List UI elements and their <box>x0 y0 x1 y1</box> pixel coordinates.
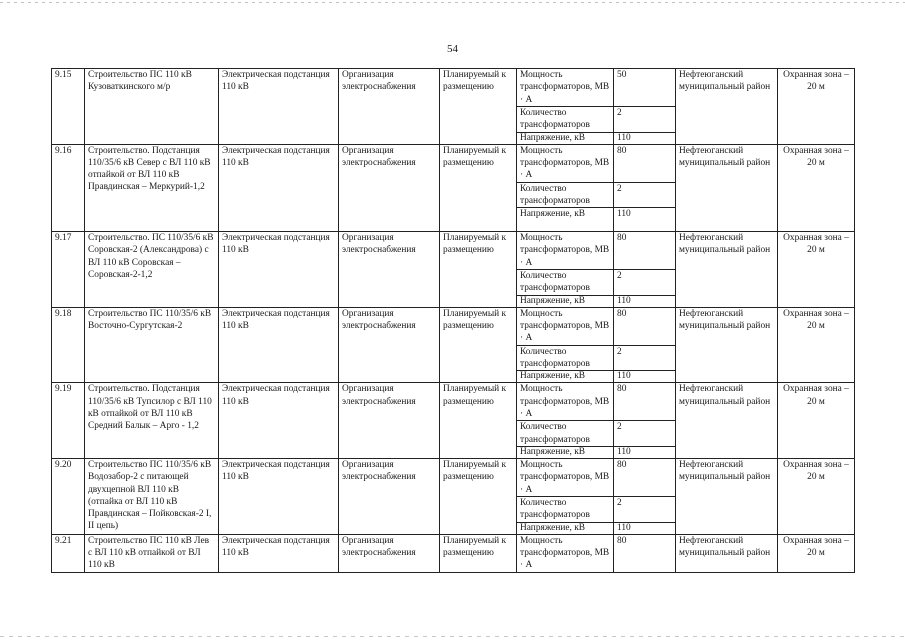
object-type: Электрическая подстанция 110 кВ <box>219 307 339 383</box>
object-purpose: Организация электроснабжения <box>339 534 440 572</box>
count-label: Количество трансформаторов <box>517 182 614 208</box>
power-label: Мощность трансформаторов, МВ · А <box>517 307 614 345</box>
object-name: Строительство. Подстанция 110/35/6 кВ Тупсилор с ВЛ 110 кВ отпайкой от ВЛ 110 кВ Средний Балык – Арго - 1,2 <box>85 383 219 459</box>
count-label: Количество трансформаторов <box>517 107 614 133</box>
power-label: Мощность трансформаторов, МВ · А <box>517 383 614 421</box>
object-purpose: Организация электроснабжения <box>339 383 440 459</box>
object-purpose: Организация электроснабжения <box>339 69 440 145</box>
object-type: Электрическая подстанция 110 кВ <box>219 69 339 145</box>
object-location: Нефтеюганский муниципальный район <box>676 383 778 459</box>
object-location: Нефтеюганский муниципальный район <box>676 144 778 232</box>
voltage-label: Напряжение, кВ <box>517 208 614 232</box>
power-value: 80 <box>614 307 676 345</box>
object-type: Электрическая подстанция 110 кВ <box>219 232 339 308</box>
object-status: Планируемый к размещению <box>440 69 517 145</box>
count-value: 2 <box>614 421 676 447</box>
voltage-value: 110 <box>614 208 676 232</box>
registry-table <box>51 68 855 573</box>
count-label: Количество трансформаторов <box>517 496 614 522</box>
object-type: Электрическая подстанция 110 кВ <box>219 144 339 232</box>
object-location: Нефтеюганский муниципальный район <box>676 232 778 308</box>
table-row <box>52 458 855 496</box>
count-value: 2 <box>614 345 676 371</box>
count-value: 2 <box>614 107 676 133</box>
count-label: Количество трансформаторов <box>517 345 614 371</box>
row-number: 9.15 <box>52 69 85 145</box>
power-value: 80 <box>614 458 676 496</box>
object-location: Нефтеюганский муниципальный район <box>676 458 778 534</box>
row-number: 9.19 <box>52 383 85 459</box>
object-name: Строительство ПС 110/35/6 кВ Водозабор-2 с питающей двухцепной ВЛ 110 кВ (отпайка от ВЛ 110 кВ Правдинская – Пойковская-2 I, II цепь) <box>85 458 219 534</box>
protection-zone: Охранная зона – 20 м <box>778 144 855 232</box>
voltage-label: Напряжение, кВ <box>517 446 614 458</box>
voltage-label: Напряжение, кВ <box>517 371 614 383</box>
scan-edge-bottom <box>0 636 905 637</box>
power-label: Мощность трансформаторов, МВ · А <box>517 534 614 572</box>
object-type: Электрическая подстанция 110 кВ <box>219 383 339 459</box>
row-number: 9.18 <box>52 307 85 383</box>
count-value: 2 <box>614 270 676 296</box>
page-number: 54 <box>447 43 458 55</box>
object-purpose: Организация электроснабжения <box>339 232 440 308</box>
protection-zone: Охранная зона – 20 м <box>778 69 855 145</box>
object-status: Планируемый к размещению <box>440 232 517 308</box>
row-number: 9.20 <box>52 458 85 534</box>
voltage-label: Напряжение, кВ <box>517 522 614 534</box>
protection-zone: Охранная зона – 20 м <box>778 458 855 534</box>
object-status: Планируемый к размещению <box>440 534 517 572</box>
table-row <box>52 383 855 421</box>
object-name: Строительство. ПС 110/35/6 кВ Соровская-2 (Александрова) с ВЛ 110 кВ Соровская – Соровская-2-1,2 <box>85 232 219 308</box>
power-label: Мощность трансформаторов, МВ · А <box>517 69 614 107</box>
protection-zone: Охранная зона – 20 м <box>778 383 855 459</box>
object-purpose: Организация электроснабжения <box>339 307 440 383</box>
power-label: Мощность трансформаторов, МВ · А <box>517 458 614 496</box>
count-label: Количество трансформаторов <box>517 270 614 296</box>
voltage-value: 110 <box>614 371 676 383</box>
power-value: 50 <box>614 69 676 107</box>
count-value: 2 <box>614 496 676 522</box>
voltage-value: 110 <box>614 132 676 144</box>
registry-body <box>52 69 855 573</box>
power-value: 80 <box>614 232 676 270</box>
object-name: Строительство ПС 110/35/6 кВ Восточно-Сургутская-2 <box>85 307 219 383</box>
power-label: Мощность трансформаторов, МВ · А <box>517 232 614 270</box>
voltage-label: Напряжение, кВ <box>517 295 614 307</box>
voltage-value: 110 <box>614 446 676 458</box>
object-name: Строительство ПС 110 кВ Кузоваткинского м/р <box>85 69 219 145</box>
object-location: Нефтеюганский муниципальный район <box>676 307 778 383</box>
scan-edge-top <box>0 2 905 3</box>
object-purpose: Организация электроснабжения <box>339 144 440 232</box>
row-number: 9.17 <box>52 232 85 308</box>
object-status: Планируемый к размещению <box>440 307 517 383</box>
object-location: Нефтеюганский муниципальный район <box>676 534 778 572</box>
voltage-value: 110 <box>614 295 676 307</box>
row-number: 9.21 <box>52 534 85 572</box>
count-label: Количество трансформаторов <box>517 421 614 447</box>
object-status: Планируемый к размещению <box>440 458 517 534</box>
object-name: Строительство ПС 110 кВ Лев с ВЛ 110 кВ отпайкой от ВЛ 110 кВ <box>85 534 219 572</box>
power-value: 80 <box>614 144 676 182</box>
object-name: Строительство. Подстанция 110/35/6 кВ Север с ВЛ 110 кВ отпайкой от ВЛ 110 кВ Правдинская – Меркурий-1,2 <box>85 144 219 232</box>
power-value: 80 <box>614 534 676 572</box>
protection-zone: Охранная зона – 20 м <box>778 534 855 572</box>
table-row <box>52 307 855 345</box>
row-number: 9.16 <box>52 144 85 232</box>
table-row <box>52 534 855 572</box>
object-status: Планируемый к размещению <box>440 383 517 459</box>
object-location: Нефтеюганский муниципальный район <box>676 69 778 145</box>
voltage-value: 110 <box>614 522 676 534</box>
table-row <box>52 144 855 182</box>
object-status: Планируемый к размещению <box>440 144 517 232</box>
power-value: 80 <box>614 383 676 421</box>
protection-zone: Охранная зона – 20 м <box>778 307 855 383</box>
voltage-label: Напряжение, кВ <box>517 132 614 144</box>
table-row <box>52 69 855 107</box>
object-type: Электрическая подстанция 110 кВ <box>219 458 339 534</box>
count-value: 2 <box>614 182 676 208</box>
table-row <box>52 232 855 270</box>
protection-zone: Охранная зона – 20 м <box>778 232 855 308</box>
object-purpose: Организация электроснабжения <box>339 458 440 534</box>
object-type: Электрическая подстанция 110 кВ <box>219 534 339 572</box>
power-label: Мощность трансформаторов, МВ · А <box>517 144 614 182</box>
